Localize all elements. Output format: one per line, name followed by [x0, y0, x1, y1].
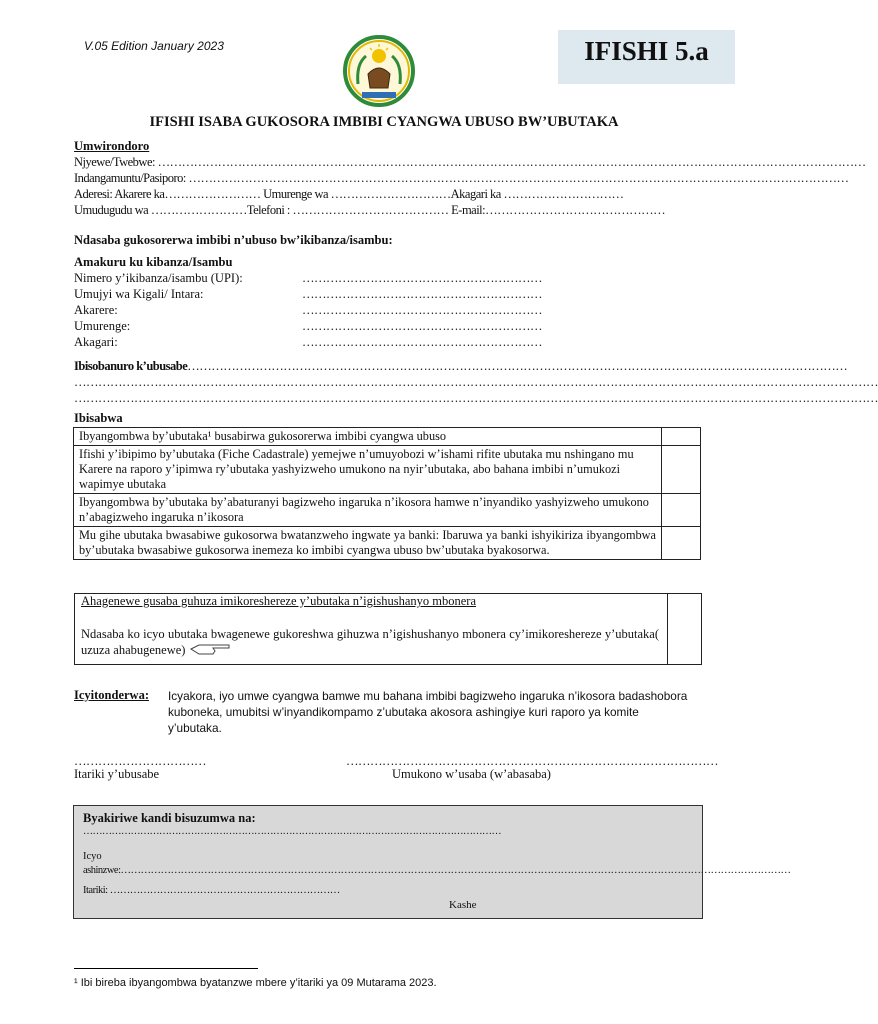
rwanda-emblem-icon — [338, 34, 420, 108]
parcel-field-value[interactable]: …………………………………………………… — [302, 271, 542, 285]
attachment-row — [74, 428, 701, 446]
parcel-field-label: Akagari: — [74, 335, 118, 349]
parcel-field-label: Umujyi wa Kigali/ Intara: — [74, 287, 204, 301]
reason-label: Ibisobanuro k’ubusabe — [74, 359, 188, 373]
official-date-field[interactable]: Itariki: …………………………………………………………… — [83, 885, 340, 896]
land-use-request: Ndasaba ko icyo ubutaka bwagenewe gukoreshwa gihuzwa n’igishushanyo mbonera cy’imikoreshereze y’ubutaka( uzuza ahabugenewe) — [81, 627, 659, 657]
attachment-text: Mu gihe ubutaka bwasabiwe gukosorwa bwatanzweho ingwate ya banki: Ibaruwa ya banki ishyikiriza ibyangombwa by’ubutaka bwasabiwe gukosorwa inemeza ko imbibi cyangwa ubuso bw’ubutaka byakosorwa. — [74, 527, 662, 560]
parcel-field-value[interactable]: …………………………………………………… — [302, 319, 542, 333]
official-position-field[interactable]: ashinzwe:………………………………………………………………………………………………………………………………………………………………………………… — [83, 865, 791, 876]
attachment-checkbox[interactable] — [662, 494, 701, 527]
village-phone-email-field[interactable]: Umudugudu wa ……………………Telefoni : ………………………………… E-mail:……………………………………… — [74, 203, 666, 217]
land-use-text — [81, 626, 659, 660]
attachment-checkbox[interactable] — [662, 446, 701, 494]
official-position-label: Icyo — [83, 851, 102, 862]
attachment-text: Ibyangombwa by’ubutaka¹ busabirwa gukosorerwa imbibi cyangwa ubuso — [74, 428, 662, 446]
attachments-heading: Ibisabwa — [74, 411, 123, 425]
land-use-heading: Ahagenewe gusaba guhuza imikoreshereze y’ubutaka n’igishushanyo mbonera — [81, 594, 477, 608]
date-label: Itariki y’ubusabe — [74, 767, 160, 781]
signature-dots[interactable]: ………………………………………………………………………………… — [346, 754, 718, 768]
land-use-box — [74, 593, 702, 665]
attachment-row — [74, 446, 701, 494]
attachments-table — [73, 427, 701, 560]
signature-label: Umukono w’usaba (w’abasaba) — [392, 767, 551, 781]
attachment-checkbox[interactable] — [662, 428, 701, 446]
note-text: Icyakora, iyo umwe cyangwa bamwe mu bahana imbibi bagizweho ingaruka n’ikosora badashobora kuboneka, umubitsi w’inyandikompamo z’ubutaka akosora ashingiye kuri raporo ya komite y’ubutaka. — [168, 689, 688, 735]
parcel-field-label: Akarere: — [74, 303, 118, 317]
attachment-row — [74, 527, 701, 560]
official-heading: Byakiriwe kandi bisuzumwa na: — [83, 811, 256, 825]
form-code: IFISHI 5.a — [584, 36, 709, 66]
attachment-text: Ibyangombwa by’ubutaka by’abaturanyi bagizweho ingaruka n’ikosora hamwe n’inyandiko yashyizweho umukono n’abagizweho ingaruka n’ikosora — [74, 494, 662, 527]
reason-dots: ………………………………………………………………………………………………………………………………………………… — [187, 359, 848, 373]
parcel-field-label: Umurenge: — [74, 319, 131, 333]
attachment-checkbox[interactable] — [662, 527, 701, 560]
date-dots[interactable]: …………………………… — [74, 754, 206, 768]
footnote: ¹ Ibi bireba ibyangombwa byatanzwe mbere y’itariki ya 09 Mutarama 2023. — [74, 977, 437, 989]
parcel-field-value[interactable]: …………………………………………………… — [302, 335, 542, 349]
parcel-field-value[interactable]: …………………………………………………… — [302, 303, 542, 317]
land-use-text-cell — [75, 594, 668, 664]
parcel-field-label: Nimero y’ikibanza/isambu (UPI): — [74, 271, 243, 285]
parcel-heading: Amakuru ku kibanza/Isambu — [74, 255, 233, 269]
form-title: IFISHI ISABA GUKOSORA IMBIBI CYANGWA UBUSO BW’UBUTAKA — [149, 114, 619, 130]
attachment-row — [74, 494, 701, 527]
reason-line-3[interactable]: ………………………………………………………………………………………………………………………………………………………………………………… — [74, 391, 878, 405]
edition-label: V.05 Edition January 2023 — [84, 39, 224, 53]
id-passport-field[interactable]: Indangamuntu/Pasiporo: ………………………………………………………………………………………………………………………………………………… — [74, 171, 849, 185]
identity-heading: Umwirondoro — [74, 139, 150, 153]
reason-field[interactable] — [74, 359, 848, 374]
official-name-field[interactable]: …………………………………………………………………………………………………………………… — [83, 826, 501, 837]
pointing-hand-icon — [189, 642, 233, 660]
names-field[interactable]: Njyewe/Twebwe: …………………………………………………………………………………………………………………………………………………………… — [74, 155, 866, 169]
footnote-separator — [74, 968, 258, 969]
attachment-text: Ifishi y’ibipimo by’ubutaka (Fiche Cadastrale) yemejwe n’umuyobozi w’ishami rifite ubutaka mu nshingano mu Karere na raporo y’ipimwa ry’ubutaka yashyizweho umukono na nyir’ubutaka, abo bahana imbibi n’umukozi wapimye ubutaka — [74, 446, 662, 494]
stamp-label: Kashe — [449, 899, 477, 911]
reason-line-2[interactable]: ………………………………………………………………………………………………………………………………………………………………………………… — [74, 375, 878, 389]
address-field[interactable]: Aderesi: Akarere ka…………………… Umurenge wa …………………………Akagari ka ………………………… — [74, 187, 624, 201]
parcel-field-value[interactable]: …………………………………………………… — [302, 287, 542, 301]
form-code-box — [558, 30, 735, 84]
request-line: Ndasaba gukosorerwa imbibi n’ubuso bw’ikibanza/isambu: — [74, 233, 393, 247]
official-use-box — [73, 805, 791, 919]
land-use-checkbox[interactable] — [668, 594, 701, 664]
note-label: Icyitonderwa: — [74, 688, 149, 702]
